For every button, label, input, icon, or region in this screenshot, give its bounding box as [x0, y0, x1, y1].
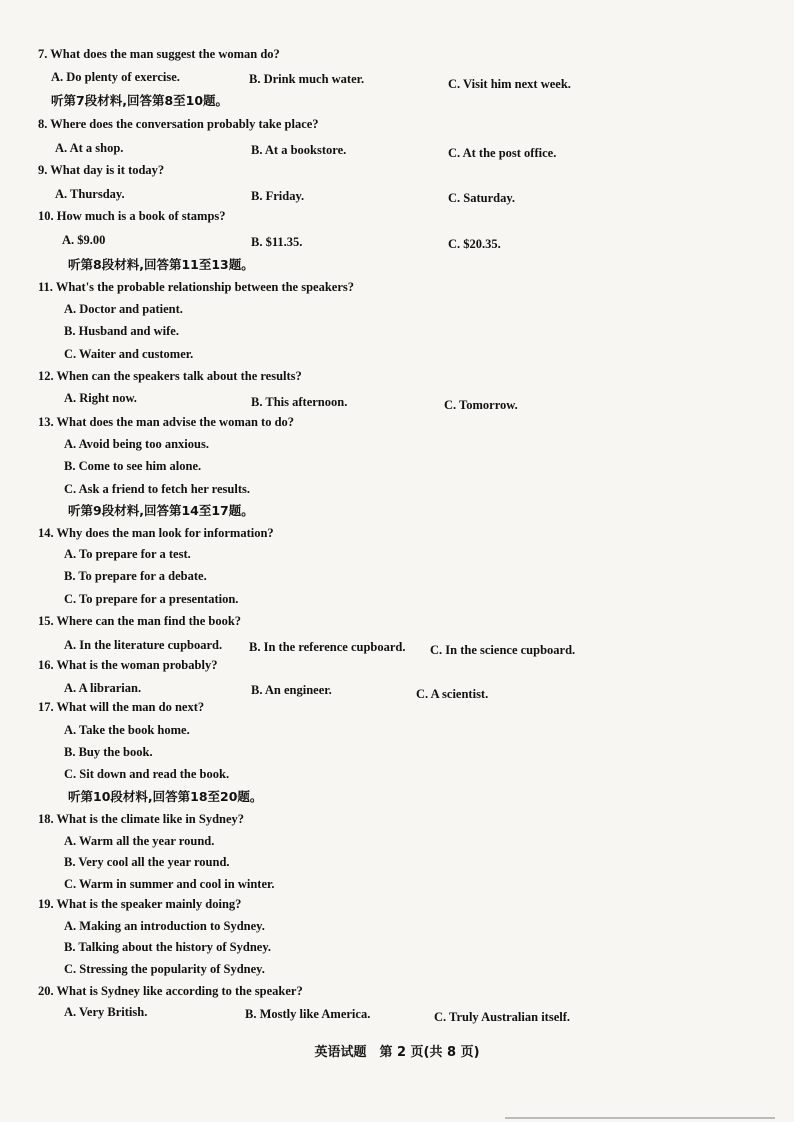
- page-footer: 英语试题 第 2 页(共 8 页): [314, 1045, 480, 1060]
- question-8: 8. Where does the conversation probably take place?: [38, 117, 319, 131]
- q18-option-b: B. Very cool all the year round.: [64, 855, 230, 869]
- q20-option-c: C. Truly Australian itself.: [434, 1010, 571, 1024]
- q13-option-c: C. Ask a friend to fetch her results.: [64, 482, 250, 496]
- q14-option-c: C. To prepare for a presentation.: [64, 592, 239, 606]
- question-11: 11. What's the probable relationship between the speakers?: [38, 280, 355, 294]
- q9-option-c: C. Saturday.: [448, 191, 516, 205]
- question-17: 17. What will the man do next?: [38, 700, 205, 714]
- q10-option-a: A. $9.00: [62, 233, 106, 247]
- q16-option-a: A. A librarian.: [64, 681, 142, 695]
- question-15: 15. Where can the man find the book?: [38, 614, 242, 628]
- question-10: 10. How much is a book of stamps?: [38, 209, 226, 223]
- q17-option-a: A. Take the book home.: [64, 723, 190, 737]
- q19-option-a: A. Making an introduction to Sydney.: [64, 919, 265, 933]
- q10-option-b: B. $11.35.: [251, 235, 303, 249]
- question-16: 16. What is the woman probably?: [38, 658, 218, 672]
- question-14: 14. Why does the man look for information?: [38, 526, 274, 540]
- section-7-instruction: 听第7段材料,回答第8至10题。: [51, 93, 229, 108]
- q17-option-b: B. Buy the book.: [64, 745, 153, 759]
- q15-option-c: C. In the science cupboard.: [430, 643, 576, 657]
- q11-option-a: A. Doctor and patient.: [64, 302, 183, 316]
- q9-option-a: A. Thursday.: [55, 187, 125, 201]
- q12-option-c: C. Tomorrow.: [444, 398, 518, 412]
- q16-option-c: C. A scientist.: [416, 687, 489, 701]
- q14-option-a: A. To prepare for a test.: [64, 547, 191, 561]
- q18-option-a: A. Warm all the year round.: [64, 834, 215, 848]
- section-8-instruction: 听第8段材料,回答第11至13题。: [68, 257, 254, 272]
- q8-option-b: B. At a bookstore.: [251, 143, 347, 157]
- q13-option-a: A. Avoid being too anxious.: [64, 437, 209, 451]
- q11-option-c: C. Waiter and customer.: [64, 347, 194, 361]
- q19-option-b: B. Talking about the history of Sydney.: [64, 940, 272, 954]
- q9-option-b: B. Friday.: [251, 189, 305, 203]
- q15-option-b: B. In the reference cupboard.: [249, 640, 406, 654]
- section-10-instruction: 听第10段材料,回答第18至20题。: [68, 789, 263, 804]
- scan-edge-line: [505, 1117, 775, 1119]
- q7-option-a: A. Do plenty of exercise.: [51, 70, 180, 84]
- section-9-instruction: 听第9段材料,回答第14至17题。: [68, 503, 254, 518]
- question-18: 18. What is the climate like in Sydney?: [38, 812, 245, 826]
- question-7: 7. What does the man suggest the woman do?: [38, 47, 280, 61]
- question-13: 13. What does the man advise the woman to do?: [38, 415, 295, 429]
- question-20: 20. What is Sydney like according to the speaker?: [38, 984, 303, 998]
- q12-option-a: A. Right now.: [64, 391, 137, 405]
- q20-option-a: A. Very British.: [64, 1005, 148, 1019]
- q12-option-b: B. This afternoon.: [251, 395, 348, 409]
- q7-option-b: B. Drink much water.: [249, 72, 365, 86]
- question-12: 12. When can the speakers talk about the results?: [38, 369, 302, 383]
- q20-option-b: B. Mostly like America.: [245, 1007, 371, 1021]
- q19-option-c: C. Stressing the popularity of Sydney.: [64, 962, 265, 976]
- question-9: 9. What day is it today?: [38, 163, 165, 177]
- q15-option-a: A. In the literature cupboard.: [64, 638, 223, 652]
- q11-option-b: B. Husband and wife.: [64, 324, 179, 338]
- question-19: 19. What is the speaker mainly doing?: [38, 897, 242, 911]
- q10-option-c: C. $20.35.: [448, 237, 501, 251]
- q8-option-a: A. At a shop.: [55, 141, 124, 155]
- q16-option-b: B. An engineer.: [251, 683, 332, 697]
- q7-option-c: C. Visit him next week.: [448, 77, 571, 91]
- q8-option-c: C. At the post office.: [448, 146, 557, 160]
- q18-option-c: C. Warm in summer and cool in winter.: [64, 877, 275, 891]
- q13-option-b: B. Come to see him alone.: [64, 459, 202, 473]
- q14-option-b: B. To prepare for a debate.: [64, 569, 207, 583]
- q17-option-c: C. Sit down and read the book.: [64, 767, 230, 781]
